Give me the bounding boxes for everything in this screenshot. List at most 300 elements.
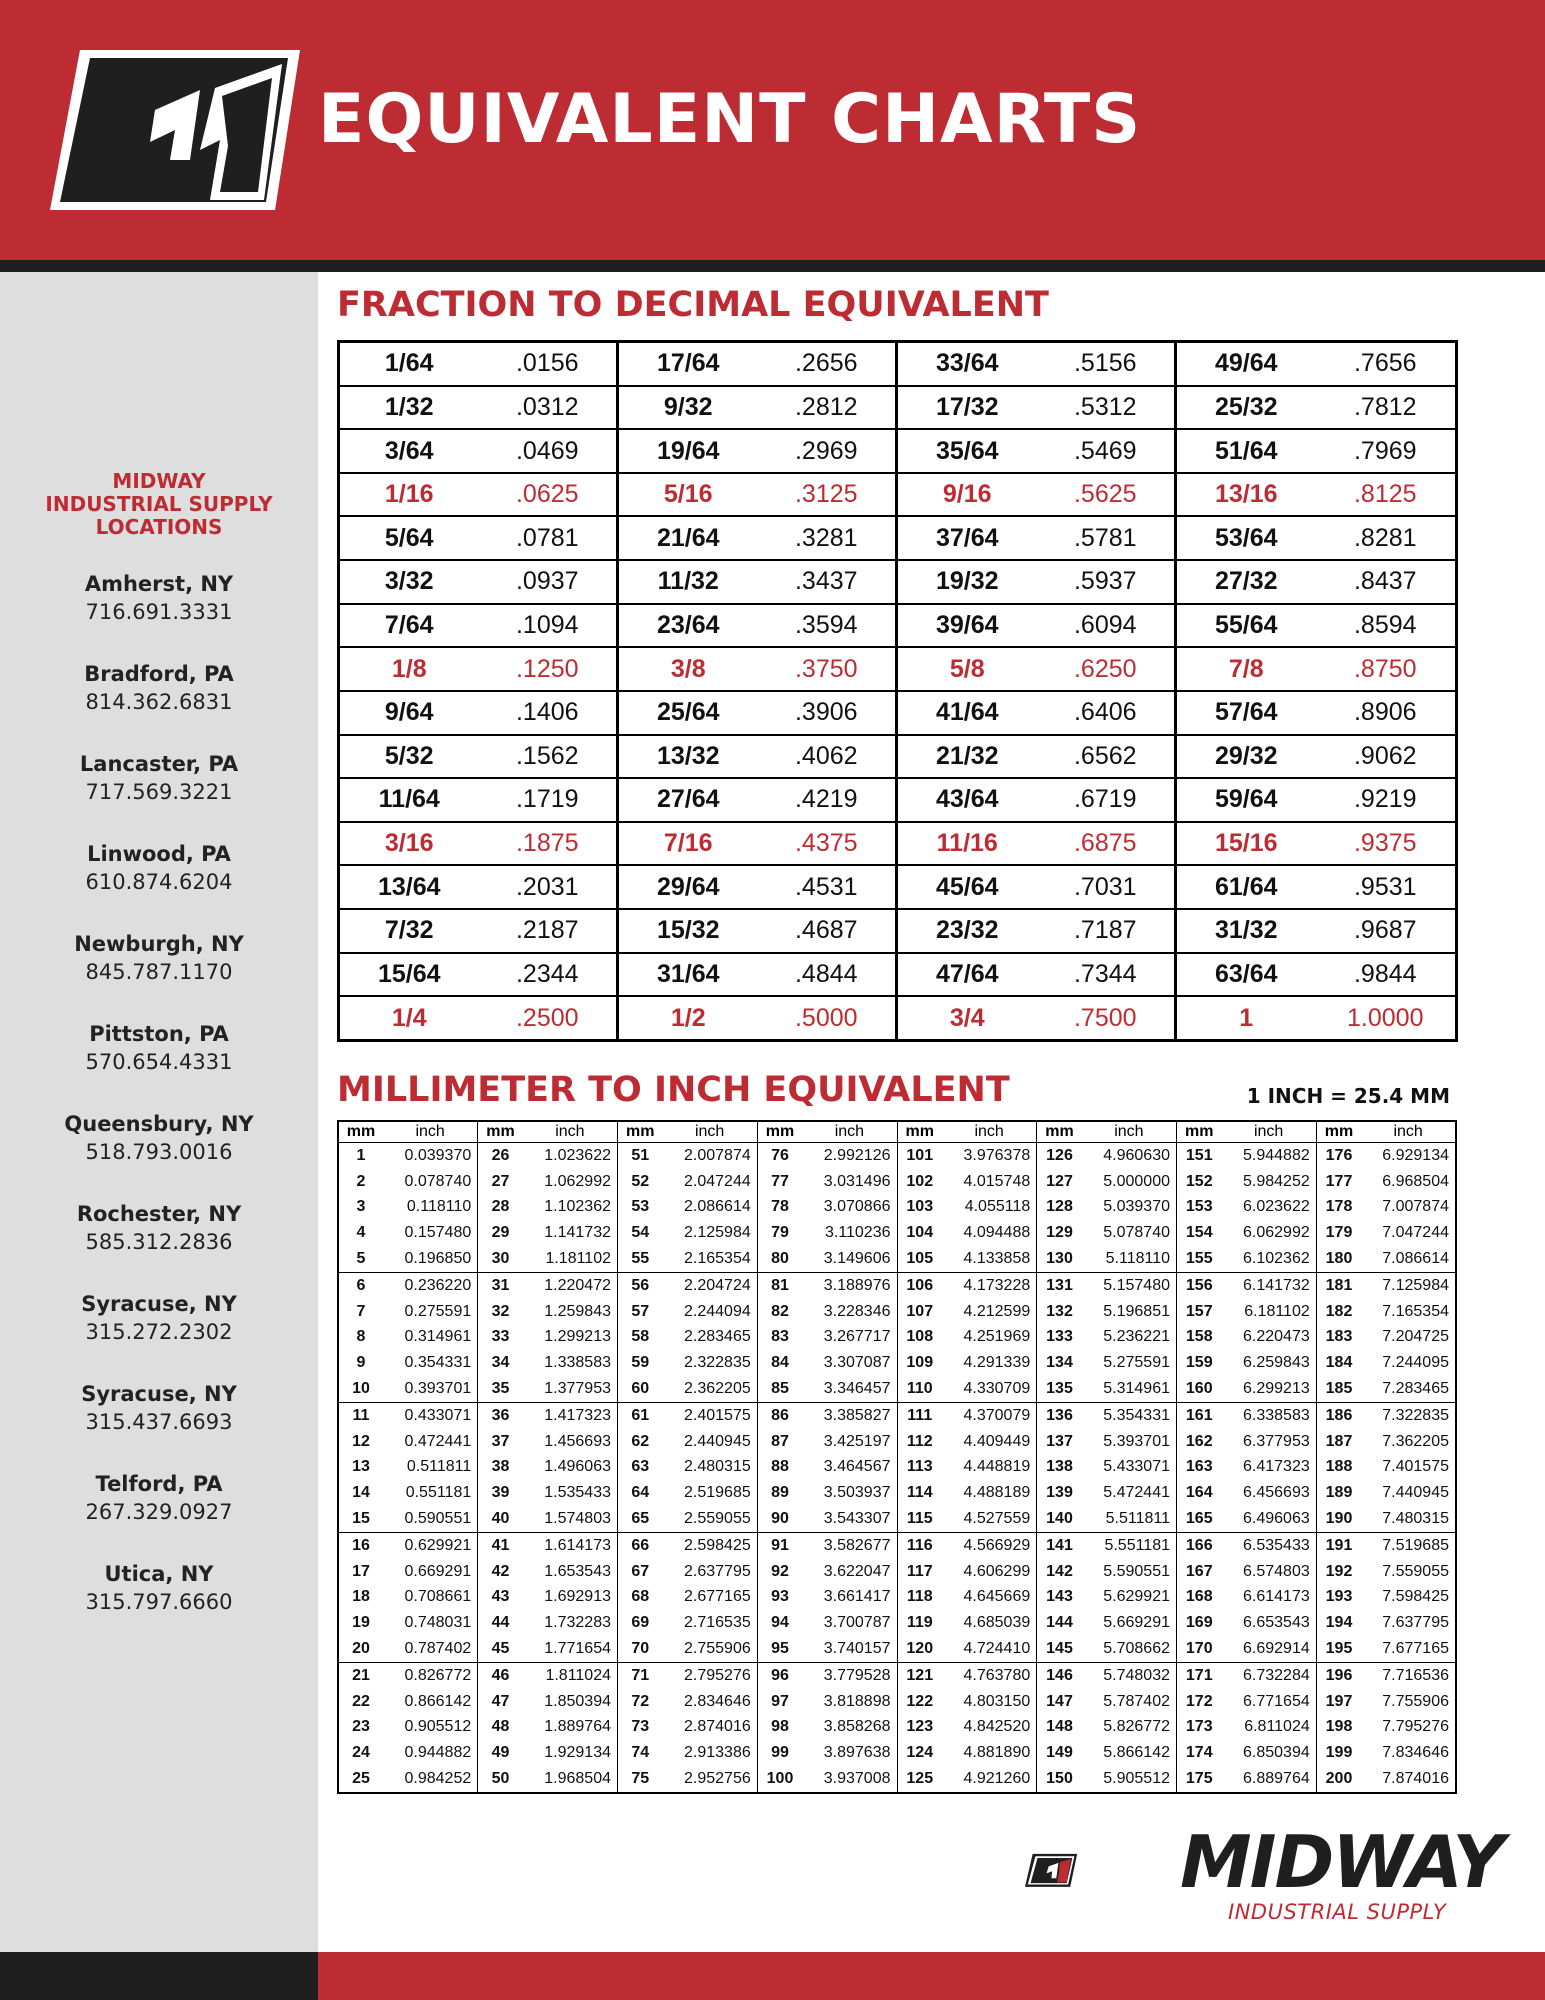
- inch-value: 1.417323: [544, 1406, 611, 1424]
- mm-value: 113: [897, 1455, 942, 1481]
- decimal-value: .9375: [1316, 822, 1457, 866]
- location-item: [0, 1020, 318, 1076]
- inch-value: 2.519685: [684, 1484, 751, 1502]
- decimal-value: .4844: [758, 953, 897, 997]
- mm-value: 190: [1316, 1506, 1361, 1532]
- inch-value: 6.692914: [1222, 1636, 1317, 1662]
- inch-value: 6.968504: [1382, 1172, 1449, 1190]
- fraction-value: 1/4: [339, 996, 479, 1040]
- header-banner: [0, 0, 1545, 260]
- mm-value: 23: [352, 1718, 370, 1736]
- inch-value: 7.480315: [1361, 1506, 1456, 1532]
- decimal-value: .5000: [758, 996, 897, 1040]
- fraction-value: 33/64: [897, 342, 1037, 386]
- mm-value: 69: [618, 1610, 663, 1636]
- inch-value: 2.204724: [684, 1276, 751, 1294]
- inch-value: 3.149606: [802, 1246, 897, 1272]
- inch-value: 6.181102: [1244, 1302, 1310, 1320]
- inch-value: 7.598425: [1382, 1588, 1449, 1606]
- mm-value: 77: [757, 1169, 802, 1195]
- mm-value: 170: [1177, 1636, 1222, 1662]
- fraction-value: 5/64: [339, 516, 479, 560]
- inch-value: 1.692913: [544, 1588, 611, 1606]
- fraction-row: [339, 909, 1457, 953]
- mm-value: 128: [1037, 1195, 1082, 1221]
- mm-row: [338, 1636, 1456, 1662]
- mm-value: 137: [1037, 1429, 1082, 1455]
- mm-value: 49: [478, 1740, 523, 1766]
- mm-value: 102: [897, 1169, 942, 1195]
- mm-value: 6: [356, 1276, 366, 1294]
- inch-value: 2.952756: [684, 1770, 751, 1788]
- decimal-value: .5312: [1037, 386, 1176, 430]
- decimal-value: .6719: [1037, 778, 1176, 822]
- mm-value: 99: [757, 1740, 802, 1766]
- decimal-value: .7656: [1316, 342, 1457, 386]
- inch-value: 2.244094: [684, 1302, 751, 1320]
- inch-value: 4.842520: [963, 1718, 1031, 1736]
- fraction-value: 27/32: [1176, 560, 1316, 604]
- inch-value: 4.094488: [963, 1224, 1031, 1242]
- fraction-value: 59/64: [1176, 778, 1316, 822]
- decimal-value: .5781: [1037, 516, 1176, 560]
- location-item: [0, 1470, 318, 1526]
- inch-value: 3.897638: [823, 1744, 891, 1762]
- inch-value: 0.393701: [383, 1376, 478, 1402]
- inch-value: 2.795276: [684, 1666, 751, 1684]
- inch-value: 4.960630: [1103, 1146, 1170, 1164]
- decimal-value: .7500: [1037, 996, 1176, 1040]
- mm-row: [338, 1740, 1456, 1766]
- location-city: Bradford, PA: [84, 662, 234, 686]
- mm-value: 106: [897, 1272, 942, 1298]
- fraction-value: 9/64: [339, 691, 479, 735]
- mm-value: 143: [1037, 1585, 1082, 1611]
- inch-value: 7.165354: [1382, 1302, 1449, 1320]
- mm-value: 157: [1177, 1299, 1222, 1325]
- mm-value: 32: [478, 1299, 523, 1325]
- inch-value: 1.338583: [544, 1354, 611, 1372]
- inch-value: 1.377953: [523, 1376, 618, 1402]
- mm-value: 112: [897, 1429, 942, 1455]
- mm-value: 181: [1316, 1272, 1361, 1298]
- mm-value: 1: [356, 1146, 366, 1164]
- mm-value: 122: [897, 1689, 942, 1715]
- inch-value: 1.259843: [544, 1302, 611, 1320]
- fraction-value: 9/16: [897, 473, 1037, 517]
- location-phone: 518.793.0016: [85, 1140, 233, 1164]
- inch-value: 5.472441: [1103, 1484, 1170, 1502]
- mm-value: 58: [618, 1325, 663, 1351]
- inch-value: 5.000000: [1103, 1172, 1170, 1190]
- mm-value: 119: [897, 1610, 942, 1636]
- mm-value: 142: [1037, 1559, 1082, 1585]
- inch-value: 7.086614: [1361, 1246, 1456, 1272]
- mm-value: 144: [1037, 1610, 1082, 1636]
- inch-value: 6.299213: [1222, 1376, 1317, 1402]
- decimal-value: .2812: [758, 386, 897, 430]
- mm-value: 38: [478, 1455, 523, 1481]
- fraction-value: 31/64: [618, 953, 758, 997]
- inch-value: 1.456693: [544, 1432, 611, 1450]
- mm-row: [338, 1429, 1456, 1455]
- location-city: Syracuse, NY: [81, 1292, 237, 1316]
- inch-value: 7.677165: [1361, 1636, 1456, 1662]
- inch-value: 7.401575: [1382, 1458, 1449, 1476]
- inch-value: 2.322835: [684, 1354, 751, 1372]
- fraction-row: [339, 822, 1457, 866]
- inch-value: 0.275591: [404, 1302, 472, 1320]
- decimal-value: .2187: [479, 909, 618, 953]
- mm-value: 177: [1316, 1169, 1361, 1195]
- inch-value: 4.763780: [963, 1666, 1031, 1684]
- inch-value: 6.811024: [1244, 1718, 1310, 1736]
- mm-value: 140: [1037, 1506, 1082, 1532]
- fraction-row: [339, 342, 1457, 386]
- mm-value: 44: [478, 1610, 523, 1636]
- inch-value: 1.653543: [544, 1562, 611, 1580]
- fraction-section-title: FRACTION TO DECIMAL EQUIVALENT: [337, 285, 1049, 325]
- mm-value: 21: [352, 1666, 370, 1684]
- inch-value: 4.251969: [963, 1328, 1031, 1346]
- mm-value: 100: [757, 1766, 802, 1793]
- mm-value: 18: [352, 1588, 370, 1606]
- mm-value: 30: [478, 1246, 523, 1272]
- inch-value: 5.590551: [1103, 1562, 1170, 1580]
- mm-column-header: mm: [1316, 1121, 1361, 1143]
- inch-value: 2.480315: [684, 1458, 751, 1476]
- fraction-value: 55/64: [1176, 604, 1316, 648]
- mm-value: 149: [1037, 1740, 1082, 1766]
- inch-value: 6.496063: [1222, 1506, 1317, 1532]
- fraction-value: 3/64: [339, 429, 479, 473]
- inch-value: 0.354331: [404, 1354, 472, 1372]
- mm-value: 155: [1177, 1246, 1222, 1272]
- mm-row: [338, 1169, 1456, 1195]
- location-phone: 315.437.6693: [85, 1410, 233, 1434]
- fraction-table: [337, 340, 1458, 1042]
- mm-value: 10: [338, 1376, 383, 1402]
- inch-value: 1.023622: [544, 1146, 611, 1164]
- inch-value: 0.590551: [383, 1506, 478, 1532]
- decimal-value: .0469: [479, 429, 618, 473]
- mm-value: 118: [897, 1585, 942, 1611]
- mm-value: 20: [338, 1636, 383, 1662]
- mm-row: [338, 1299, 1456, 1325]
- inch-value: 5.078740: [1103, 1224, 1170, 1242]
- mm-value: 121: [897, 1662, 942, 1688]
- mm-value: 17: [352, 1562, 370, 1580]
- inch-value: 0.472441: [404, 1432, 472, 1450]
- decimal-value: .6406: [1037, 691, 1176, 735]
- inch-value: 3.188976: [823, 1276, 891, 1294]
- mm-value: 145: [1037, 1636, 1082, 1662]
- locations-heading-line: LOCATIONS: [95, 515, 223, 539]
- inch-value: 4.173228: [963, 1276, 1031, 1294]
- inch-value: 1.299213: [544, 1328, 611, 1346]
- inch-value: 4.724410: [942, 1636, 1037, 1662]
- fraction-row: [339, 778, 1457, 822]
- fraction-value: 51/64: [1176, 429, 1316, 473]
- inch-value: 0.157480: [404, 1224, 472, 1242]
- inch-value: 3.740157: [802, 1636, 897, 1662]
- mm-value: 184: [1316, 1350, 1361, 1376]
- decimal-value: .1562: [479, 735, 618, 779]
- inch-column-header: inch: [523, 1121, 618, 1143]
- mm-value: 153: [1177, 1195, 1222, 1221]
- inch-value: 0.551181: [405, 1484, 472, 1502]
- fraction-row: [339, 691, 1457, 735]
- mm-row: [338, 1195, 1456, 1221]
- mm-value: 71: [618, 1662, 663, 1688]
- header-stripe: [0, 260, 1545, 272]
- inch-value: 3.503937: [823, 1484, 891, 1502]
- inch-value: 1.141732: [544, 1224, 611, 1242]
- inch-value: 7.874016: [1382, 1770, 1449, 1788]
- decimal-value: .8750: [1316, 647, 1457, 691]
- mm-value: 66: [618, 1532, 663, 1558]
- mm-value: 156: [1177, 1272, 1222, 1298]
- decimal-value: 1.0000: [1316, 996, 1457, 1040]
- inch-value: 6.535433: [1243, 1536, 1310, 1554]
- decimal-value: .8125: [1316, 473, 1457, 517]
- inch-value: 1.850394: [544, 1692, 611, 1710]
- decimal-value: .8594: [1316, 604, 1457, 648]
- mm-value: 13: [352, 1458, 370, 1476]
- mm-row: [338, 1143, 1456, 1169]
- decimal-value: .3906: [758, 691, 897, 735]
- location-phone: 315.797.6660: [85, 1590, 233, 1614]
- mm-value: 78: [757, 1195, 802, 1221]
- fraction-row: [339, 516, 1457, 560]
- decimal-value: .3437: [758, 560, 897, 604]
- inch-value: 2.007874: [684, 1146, 751, 1164]
- inch-value: 2.047244: [684, 1172, 751, 1190]
- decimal-value: .0312: [479, 386, 618, 430]
- decimal-value: .7031: [1037, 865, 1176, 909]
- mm-value: 45: [478, 1636, 523, 1662]
- mm-value: 198: [1316, 1715, 1361, 1741]
- mm-value: 110: [897, 1376, 942, 1402]
- location-phone: 814.362.6831: [85, 690, 233, 714]
- mm-value: 129: [1037, 1220, 1082, 1246]
- mm-value: 3: [356, 1198, 366, 1216]
- decimal-value: .9219: [1316, 778, 1457, 822]
- inch-value: 2.125984: [684, 1224, 751, 1242]
- mm-column-header: mm: [478, 1121, 523, 1143]
- mm-value: 75: [618, 1766, 663, 1793]
- inch-value: 1.535433: [544, 1484, 611, 1502]
- inch-value: 1.811024: [545, 1666, 611, 1684]
- mm-row: [338, 1610, 1456, 1636]
- inch-value: 4.212599: [963, 1302, 1031, 1320]
- fraction-value: 15/64: [339, 953, 479, 997]
- mm-value: 200: [1316, 1766, 1361, 1793]
- inch-column-header: inch: [802, 1121, 897, 1143]
- inch-value: 1.968504: [544, 1770, 611, 1788]
- midway-m-logo-icon: [50, 50, 300, 210]
- mm-value: 146: [1037, 1662, 1082, 1688]
- inch-value: 0.866142: [404, 1692, 472, 1710]
- mm-value: 141: [1037, 1532, 1082, 1558]
- fraction-value: 57/64: [1176, 691, 1316, 735]
- fraction-value: 37/64: [897, 516, 1037, 560]
- decimal-value: .0937: [479, 560, 618, 604]
- mm-value: 59: [618, 1350, 663, 1376]
- mm-value: 95: [757, 1636, 802, 1662]
- inch-value: 7.125984: [1382, 1276, 1449, 1294]
- decimal-value: .4687: [758, 909, 897, 953]
- location-city: Linwood, PA: [87, 842, 231, 866]
- location-city: Lancaster, PA: [79, 752, 239, 776]
- mm-value: 5: [338, 1246, 383, 1272]
- decimal-value: .4219: [758, 778, 897, 822]
- fraction-value: 25/32: [1176, 386, 1316, 430]
- mm-column-header: mm: [618, 1121, 663, 1143]
- mm-value: 188: [1316, 1455, 1361, 1481]
- mm-value: 67: [618, 1559, 663, 1585]
- inch-value: 7.283465: [1361, 1376, 1456, 1402]
- inch-value: 3.464567: [823, 1458, 891, 1476]
- inch-value: 0.039370: [404, 1146, 472, 1164]
- mm-value: 196: [1316, 1662, 1361, 1688]
- fraction-value: 11/16: [897, 822, 1037, 866]
- mm-value: 86: [757, 1402, 802, 1428]
- mm-value: 85: [757, 1376, 802, 1402]
- inch-value: 4.055118: [964, 1198, 1031, 1216]
- mm-row: [338, 1272, 1456, 1298]
- inch-value: 2.913386: [684, 1744, 751, 1762]
- mm-value: 151: [1177, 1143, 1222, 1169]
- mm-value: 91: [757, 1532, 802, 1558]
- decimal-value: .6875: [1037, 822, 1176, 866]
- mm-value: 186: [1316, 1402, 1361, 1428]
- inch-value: 1.614173: [544, 1536, 611, 1554]
- decimal-value: .7969: [1316, 429, 1457, 473]
- inch-value: 7.716536: [1382, 1666, 1449, 1684]
- inch-value: 0.748031: [404, 1614, 472, 1632]
- decimal-value: .2500: [479, 996, 618, 1040]
- inch-value: 0.669291: [404, 1562, 472, 1580]
- mm-value: 65: [618, 1506, 663, 1532]
- location-phone: 315.272.2302: [85, 1320, 233, 1344]
- fraction-row: [339, 865, 1457, 909]
- inch-value: 2.834646: [684, 1692, 751, 1710]
- mm-value: 31: [478, 1272, 523, 1298]
- inch-value: 2.637795: [684, 1562, 751, 1580]
- mm-value: 160: [1177, 1376, 1222, 1402]
- inch-value: 3.543307: [802, 1506, 897, 1532]
- inch-value: 6.614173: [1243, 1588, 1310, 1606]
- inch-value: 1.102362: [544, 1198, 611, 1216]
- inch-value: 2.401575: [684, 1406, 751, 1424]
- mm-value: 16: [352, 1536, 370, 1554]
- inch-value: 6.417323: [1243, 1458, 1310, 1476]
- mm-value: 164: [1177, 1480, 1222, 1506]
- inch-value: 3.228346: [823, 1302, 891, 1320]
- mm-value: 159: [1177, 1350, 1222, 1376]
- location-item: [0, 930, 318, 986]
- inch-value: 4.448819: [963, 1458, 1031, 1476]
- mm-column-header: mm: [338, 1121, 383, 1143]
- fraction-value: 39/64: [897, 604, 1037, 648]
- decimal-value: .2969: [758, 429, 897, 473]
- inch-value: 7.834646: [1382, 1744, 1449, 1762]
- location-phone: 717.569.3221: [85, 780, 233, 804]
- mm-value: 138: [1037, 1455, 1082, 1481]
- fraction-value: 47/64: [897, 953, 1037, 997]
- inch-column-header: inch: [663, 1121, 758, 1143]
- mm-value: 115: [897, 1506, 942, 1532]
- inch-value: 7.755906: [1382, 1692, 1449, 1710]
- mm-value: 179: [1316, 1220, 1361, 1246]
- inch-value: 4.370079: [963, 1406, 1031, 1424]
- inch-value: 5.511811: [1082, 1506, 1177, 1532]
- mm-value: 28: [478, 1195, 523, 1221]
- mm-value: 7: [356, 1302, 366, 1320]
- mm-row: [338, 1662, 1456, 1688]
- fraction-value: 15/32: [618, 909, 758, 953]
- inch-value: 6.141732: [1243, 1276, 1310, 1294]
- mm-value: 132: [1037, 1299, 1082, 1325]
- mm-value: 81: [757, 1272, 802, 1298]
- inch-value: 5.433071: [1103, 1458, 1170, 1476]
- locations-heading-line: INDUSTRIAL SUPPLY: [45, 492, 273, 516]
- inch-value: 2.677165: [684, 1588, 751, 1606]
- decimal-value: .8906: [1316, 691, 1457, 735]
- mm-value: 182: [1316, 1299, 1361, 1325]
- fraction-value: 19/32: [897, 560, 1037, 604]
- inch-value: 6.338583: [1243, 1406, 1310, 1424]
- decimal-value: .0625: [479, 473, 618, 517]
- decimal-value: .6250: [1037, 647, 1176, 691]
- location-item: [0, 1560, 318, 1616]
- fraction-value: 13/16: [1176, 473, 1316, 517]
- mm-value: 147: [1037, 1689, 1082, 1715]
- conversion-note: 1 INCH = 25.4 MM: [1246, 1084, 1450, 1108]
- mm-value: 171: [1177, 1662, 1222, 1688]
- mm-value: 154: [1177, 1220, 1222, 1246]
- mm-value: 70: [618, 1636, 663, 1662]
- mm-column-header: mm: [1037, 1121, 1082, 1143]
- mm-value: 62: [618, 1429, 663, 1455]
- fraction-value: 29/32: [1176, 735, 1316, 779]
- location-phone: 570.654.4331: [85, 1050, 233, 1074]
- mm-value: 105: [897, 1246, 942, 1272]
- decimal-value: .3750: [758, 647, 897, 691]
- fraction-value: 19/64: [618, 429, 758, 473]
- decimal-value: .3281: [758, 516, 897, 560]
- mm-value: 195: [1316, 1636, 1361, 1662]
- mm-row: [338, 1506, 1456, 1532]
- mm-value: 189: [1316, 1480, 1361, 1506]
- inch-value: 6.732284: [1243, 1666, 1310, 1684]
- mm-value: 55: [618, 1246, 663, 1272]
- inch-value: 1.496063: [544, 1458, 611, 1476]
- inch-value: 5.039370: [1103, 1198, 1170, 1216]
- mm-value: 27: [478, 1169, 523, 1195]
- mm-value: 124: [897, 1740, 942, 1766]
- mm-value: 130: [1037, 1246, 1082, 1272]
- fraction-value: 5/8: [897, 647, 1037, 691]
- inch-value: 7.362205: [1382, 1432, 1449, 1450]
- decimal-value: .8437: [1316, 560, 1457, 604]
- mm-value: 127: [1037, 1169, 1082, 1195]
- fraction-value: 41/64: [897, 691, 1037, 735]
- inch-value: 6.220473: [1243, 1328, 1310, 1346]
- fraction-value: 7/32: [339, 909, 479, 953]
- decimal-value: .1250: [479, 647, 618, 691]
